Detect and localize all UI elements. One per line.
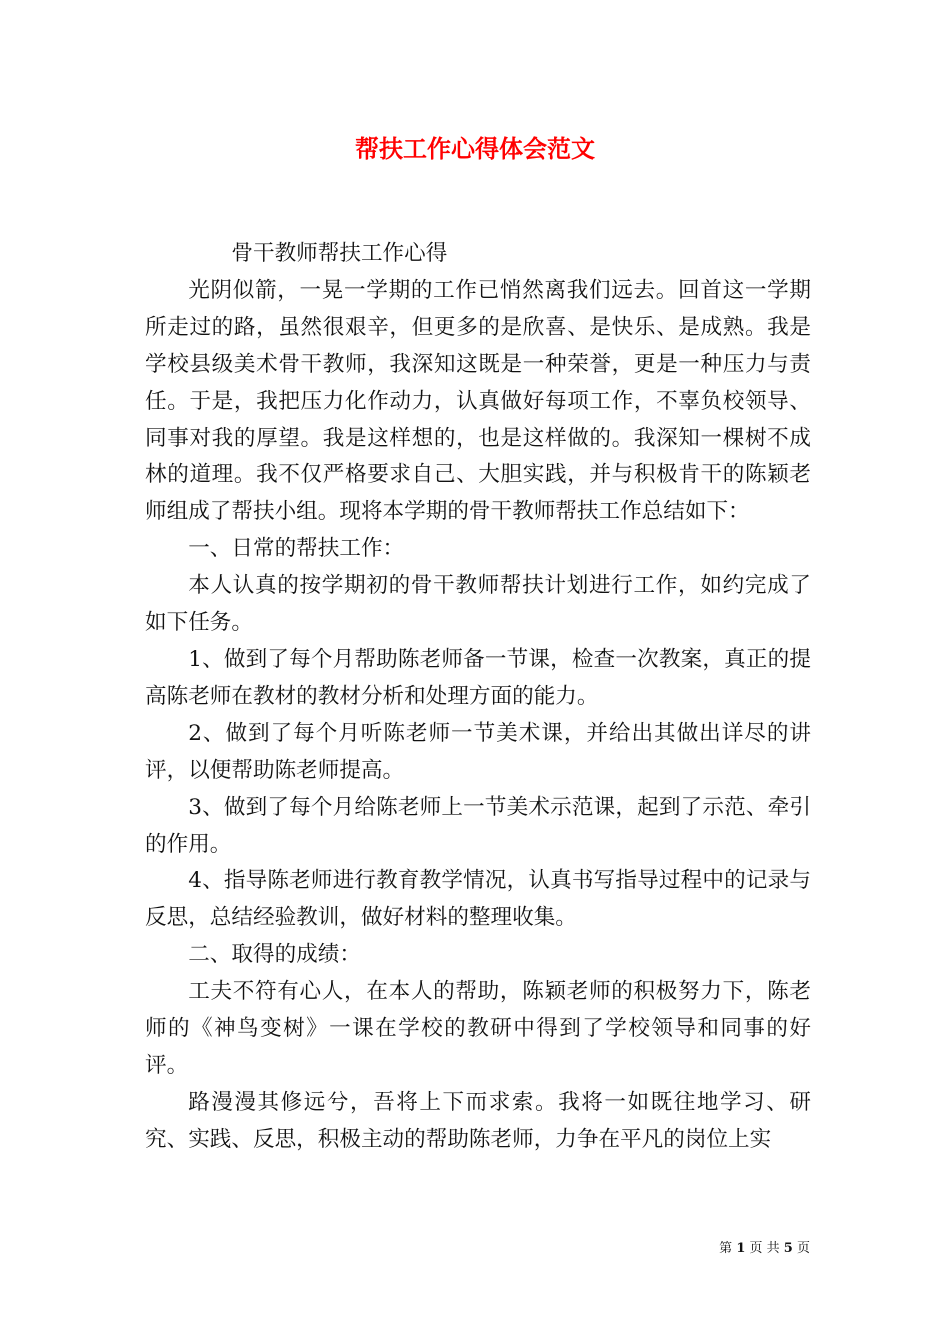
footer-prefix: 第: [719, 1241, 733, 1256]
paragraph-achievements: 工夫不符有心人，在本人的帮助，陈颖老师的积极努力下，陈老师的《神鸟变树》一课在学校的教研中得到了学校领导和同事的好评。: [145, 979, 811, 1078]
footer-suffix: 页: [796, 1241, 810, 1256]
page-number-footer: [700, 1240, 810, 1258]
list-item-4: 4、指导陈老师进行教育教学情况，认真书写指导过程中的记录与反思，总结经验教训，做好材料的整理收集。: [145, 868, 811, 931]
document-title: 帮扶工作心得体会范文: [355, 134, 595, 163]
paragraph-intro: 光阴似箭，一晃一学期的工作已悄然离我们远去。回首这一学期所走过的路，虽然很艰辛，但更多的是欣喜、是快乐、是成熟。我是学校县级美术骨干教师，我深知这既是一种荣誉，更是一种压力与责任。于是，我把压力化作动力，认真做好每项工作，不辜负校领导、同事对我的厚望。我是这样想的，也是这样做的。我深知一棵树不成林的道理。我不仅严格要求自己、大胆实践，并与积极肯干的陈颖老师组成了帮扶小组。现将本学期的骨干教师帮扶工作总结如下：: [145, 277, 811, 525]
document-body: [145, 236, 811, 1159]
document-subtitle: 骨干教师帮扶工作心得: [231, 241, 448, 266]
section-heading-daily-support: 一、日常的帮扶工作：: [188, 536, 405, 562]
list-item-1: 1、做到了每个月帮助陈老师备一节课，检查一次教案，真正的提高陈老师在教材的教材分析和处理方面的能力。: [145, 646, 811, 709]
list-item-2: 2、做到了每个月听陈老师一节美术课，并给出其做出详尽的讲评，以便帮助陈老师提高。: [145, 720, 811, 783]
paragraph-closing: 路漫漫其修远兮，吾将上下而求索。我将一如既往地学习、研究、实践、反思，积极主动的帮助陈老师，力争在平凡的岗位上实: [145, 1089, 811, 1152]
footer-middle: 页 共: [749, 1241, 780, 1256]
section-heading-achievements: 二、取得的成绩：: [188, 942, 361, 968]
footer-current-page: 1: [736, 1241, 746, 1256]
paragraph-plan: 本人认真的按学期初的骨干教师帮扶计划进行工作，如约完成了如下任务。: [145, 573, 811, 636]
list-item-3: 3、做到了每个月给陈老师上一节美术示范课，起到了示范、牵引的作用。: [145, 794, 811, 857]
footer-total-pages: 5: [783, 1241, 793, 1256]
